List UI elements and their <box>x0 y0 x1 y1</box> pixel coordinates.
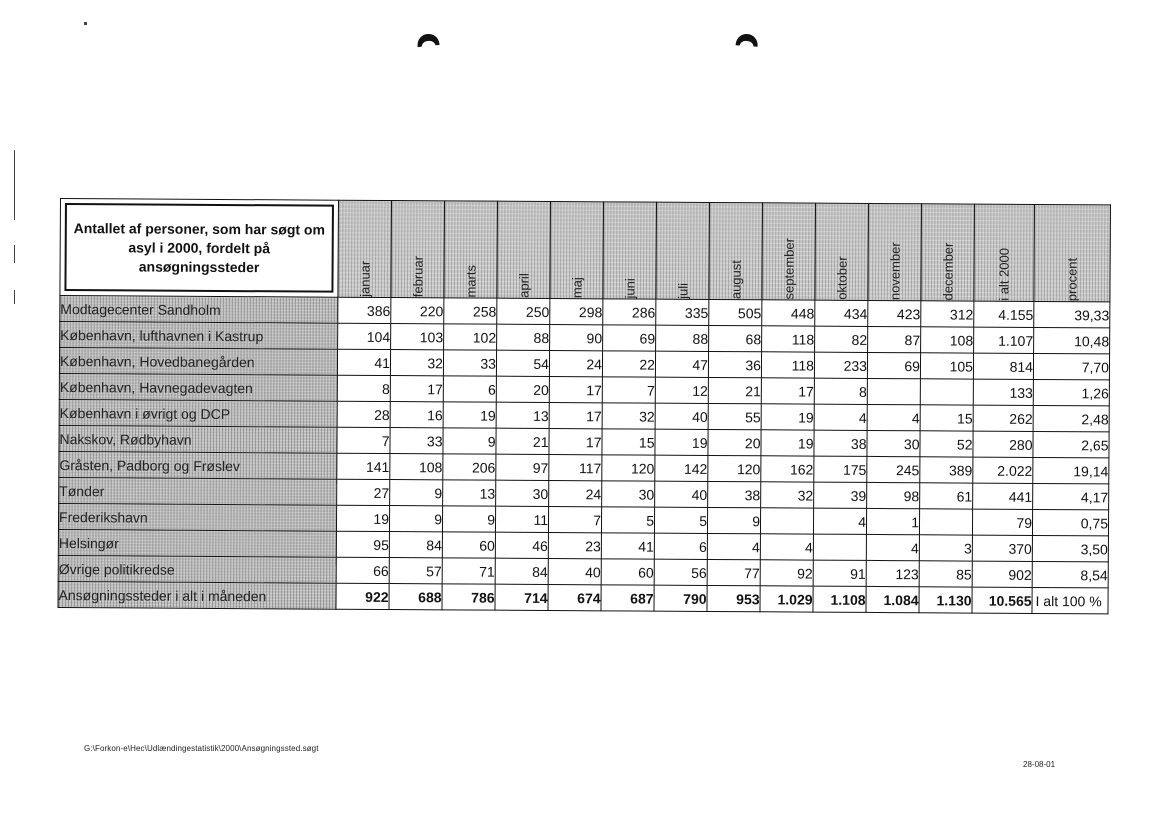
table-cell: 24 <box>549 480 602 506</box>
table-cell: 386 <box>338 297 391 323</box>
table-cell: 20 <box>708 429 761 455</box>
table-cell: 118 <box>761 352 814 378</box>
table-cell: 13 <box>443 480 496 506</box>
column-header <box>391 201 445 298</box>
table-cell: 117 <box>549 454 602 480</box>
table-cell: 298 <box>550 298 603 324</box>
table-cell: 389 <box>920 457 973 483</box>
table-cell: 79 <box>972 509 1032 535</box>
table-cell: 8 <box>814 378 867 404</box>
table-cell: 1.084 <box>866 586 919 612</box>
table-cell: 97 <box>496 454 549 480</box>
table-cell: 687 <box>601 585 654 611</box>
table-cell: 688 <box>389 584 442 610</box>
table-cell: 4 <box>866 534 919 560</box>
table-cell: 60 <box>442 532 495 558</box>
column-header <box>338 200 392 297</box>
print-date: 28-08-01 <box>1023 760 1056 769</box>
table-cell: 105 <box>920 353 973 379</box>
scan-mark <box>14 290 15 304</box>
table-cell: 54 <box>496 350 549 376</box>
table-cell: 17 <box>549 402 602 428</box>
table-cell: 206 <box>443 454 496 480</box>
table-cell: 33 <box>390 428 443 454</box>
column-header-label: juni <box>621 278 638 299</box>
table-cell: 28 <box>337 401 390 427</box>
column-header-label: september <box>780 237 797 300</box>
table-cell: 7 <box>548 506 601 532</box>
table-cell: 4 <box>867 404 920 430</box>
column-header <box>603 202 657 299</box>
table-cell: 13 <box>496 402 549 428</box>
table-cell: 4 <box>813 508 866 534</box>
table-cell: 69 <box>867 352 920 378</box>
table-cell: 103 <box>391 324 444 350</box>
table-cell: 922 <box>336 583 389 609</box>
row-label: Tønder <box>59 477 337 505</box>
column-header <box>921 204 975 301</box>
table-cell: 9 <box>707 507 760 533</box>
table-cell: 39 <box>814 482 867 508</box>
table-cell: 335 <box>656 299 709 325</box>
table-cell <box>919 509 972 535</box>
table-cell: 3 <box>919 535 972 561</box>
column-header <box>1034 204 1111 301</box>
column-header <box>497 201 551 298</box>
table-cell: 40 <box>548 558 601 584</box>
table-cell: 1,26 <box>1033 379 1109 405</box>
table-cell: 434 <box>815 300 868 326</box>
table-cell: 24 <box>549 350 602 376</box>
table-title: Antallet af personer, som har søgt om asyl i 2000, fordelt på ansøgningssteder <box>64 203 334 293</box>
table-cell: 30 <box>867 430 920 456</box>
table-cell: 32 <box>602 403 655 429</box>
table-cell: 423 <box>868 300 921 326</box>
table-cell <box>813 534 866 560</box>
table-cell: 36 <box>708 351 761 377</box>
table-cell: 20 <box>496 376 549 402</box>
table-cell: 1.130 <box>919 587 972 613</box>
table-cell: 674 <box>548 584 601 610</box>
column-header <box>444 201 498 298</box>
column-header <box>762 203 816 300</box>
table-cell: 38 <box>708 481 761 507</box>
table-cell: 7 <box>337 427 390 453</box>
table-cell: 39,33 <box>1034 301 1110 327</box>
table-cell: 1.029 <box>760 586 813 612</box>
row-label: Øvrige politikredse <box>58 555 336 583</box>
column-header-label: februar <box>409 255 426 298</box>
file-path: G:\Forkon-e\Hec\Udlændingestatistik\2000\Ansøgningssted.søgt <box>84 744 319 753</box>
table-cell: 88 <box>497 324 550 350</box>
table-cell: 902 <box>972 561 1032 587</box>
table-cell: 95 <box>336 531 389 557</box>
table-cell: 19 <box>761 404 814 430</box>
table-cell: 88 <box>656 325 709 351</box>
column-header-label: maj <box>568 277 585 299</box>
table-cell: 47 <box>655 351 708 377</box>
table-cell: I alt 100 % <box>1032 587 1108 613</box>
table-cell: 6 <box>654 533 707 559</box>
table-cell: 141 <box>337 453 390 479</box>
column-header-label: november <box>886 242 903 301</box>
column-header <box>709 202 763 299</box>
table-cell: 280 <box>973 431 1033 457</box>
table-cell: 5 <box>654 507 707 533</box>
table-cell: 61 <box>920 483 973 509</box>
table-cell: 220 <box>391 298 444 324</box>
table-cell: 98 <box>867 482 920 508</box>
table-cell: 5 <box>601 507 654 533</box>
table-cell: 56 <box>654 559 707 585</box>
table-cell: 233 <box>814 352 867 378</box>
table-cell: 17 <box>761 378 814 404</box>
row-label: København, Hovedbanegården <box>59 348 337 376</box>
table-cell: 68 <box>709 325 762 351</box>
table-cell: 30 <box>496 480 549 506</box>
table-cell: 32 <box>761 482 814 508</box>
column-header-label: januar <box>356 260 373 297</box>
table-cell: 19 <box>336 505 389 531</box>
table-cell: 69 <box>603 325 656 351</box>
table-cell: 21 <box>708 377 761 403</box>
table-cell: 17 <box>390 376 443 402</box>
table-cell: 19,14 <box>1033 457 1109 483</box>
table-cell: 142 <box>655 455 708 481</box>
table-cell: 82 <box>815 326 868 352</box>
column-header-label: i alt 2000 <box>996 247 1012 301</box>
table-cell: 46 <box>495 532 548 558</box>
table-cell: 12 <box>655 377 708 403</box>
scan-mark <box>14 245 15 263</box>
table-cell: 505 <box>709 299 762 325</box>
asylum-statistics-table <box>57 198 1110 614</box>
table-cell: 91 <box>813 560 866 586</box>
table-cell: 17 <box>549 428 602 454</box>
column-header-label: oktober <box>833 256 850 300</box>
column-header <box>868 203 922 300</box>
total-row <box>58 581 1108 613</box>
table-cell: 4 <box>707 533 760 559</box>
table-cell: 40 <box>655 481 708 507</box>
column-header <box>974 204 1035 301</box>
table-cell: 9 <box>389 506 442 532</box>
table-cell: 84 <box>495 558 548 584</box>
table-cell: 175 <box>814 456 867 482</box>
column-header-label: april <box>515 273 532 298</box>
table-cell: 30 <box>602 481 655 507</box>
table-cell: 104 <box>338 323 391 349</box>
table-cell: 85 <box>919 561 972 587</box>
table-cell: 17 <box>549 376 602 402</box>
column-header-label: marts <box>462 264 479 298</box>
table-cell: 11 <box>495 506 548 532</box>
table-cell: 790 <box>654 585 707 611</box>
punch-hole-right <box>736 33 759 47</box>
table-cell: 33 <box>443 350 496 376</box>
column-header-label: december <box>939 242 956 301</box>
table-cell: 6 <box>443 376 496 402</box>
table-title-cell <box>60 199 339 298</box>
column-header-label: procent <box>1064 257 1080 302</box>
table-body <box>58 199 1110 614</box>
table-cell: 3,50 <box>1032 535 1108 561</box>
table-cell <box>760 508 813 534</box>
row-label: København i øvrigt og DCP <box>59 399 337 427</box>
table-cell: 8 <box>337 375 390 401</box>
table-cell: 133 <box>973 379 1033 405</box>
table-cell: 1 <box>866 508 919 534</box>
table-cell: 38 <box>814 430 867 456</box>
table-cell: 262 <box>973 405 1033 431</box>
table-cell: 84 <box>389 532 442 558</box>
table-cell: 245 <box>867 456 920 482</box>
table-cell: 102 <box>444 324 497 350</box>
table-cell: 9 <box>442 506 495 532</box>
table-cell: 92 <box>760 560 813 586</box>
row-label: Ansøgningssteder i alt i måneden <box>58 581 336 609</box>
column-header-label: juli <box>674 282 690 299</box>
table-cell: 108 <box>390 454 443 480</box>
table-cell <box>920 379 973 405</box>
row-label: København, lufthavnen i Kastrup <box>60 322 338 350</box>
table-cell: 2.022 <box>973 457 1033 483</box>
table-cell: 786 <box>442 584 495 610</box>
table-cell: 23 <box>548 532 601 558</box>
table-cell: 60 <box>601 559 654 585</box>
table-cell: 4 <box>760 534 813 560</box>
row-label: Modtagecenter Sandholm <box>60 296 338 324</box>
table-cell: 15 <box>602 429 655 455</box>
table-cell: 22 <box>602 351 655 377</box>
table-cell: 9 <box>390 480 443 506</box>
table-cell: 162 <box>761 456 814 482</box>
table-cell: 714 <box>495 584 548 610</box>
table-cell: 52 <box>920 431 973 457</box>
header-row <box>60 199 1111 302</box>
table-cell: 312 <box>921 301 974 327</box>
table-cell: 7,70 <box>1033 353 1109 379</box>
table-cell: 448 <box>762 300 815 326</box>
row-label: København, Havnegadevagten <box>59 373 337 401</box>
column-header-label: august <box>727 260 744 300</box>
row-label: Frederikshavn <box>58 503 336 531</box>
table-cell: 2,65 <box>1033 431 1109 457</box>
column-header <box>550 201 604 298</box>
table-cell: 40 <box>655 403 708 429</box>
row-label: Helsingør <box>58 529 336 557</box>
table-cell: 7 <box>602 377 655 403</box>
table-cell: 9 <box>443 428 496 454</box>
table-cell: 19 <box>443 402 496 428</box>
table-cell: 57 <box>389 558 442 584</box>
row-label: Gråsten, Padborg og Frøslev <box>59 451 337 479</box>
table-cell: 370 <box>972 535 1032 561</box>
punch-hole-left <box>416 33 439 47</box>
table-cell: 1.108 <box>813 586 866 612</box>
table-cell: 77 <box>707 559 760 585</box>
table-cell: 118 <box>762 326 815 352</box>
table-cell: 15 <box>920 405 973 431</box>
table-cell: 90 <box>550 324 603 350</box>
table-cell: 87 <box>868 326 921 352</box>
table-cell: 10,48 <box>1034 327 1110 353</box>
table-cell: 27 <box>337 479 390 505</box>
table-cell <box>867 378 920 404</box>
column-header <box>815 203 869 300</box>
column-header <box>656 202 710 299</box>
table-cell: 250 <box>497 298 550 324</box>
table-cell: 120 <box>602 455 655 481</box>
table-cell: 66 <box>336 557 389 583</box>
table-cell: 0,75 <box>1032 509 1108 535</box>
table-cell: 10.565 <box>972 587 1032 613</box>
table-cell: 55 <box>708 403 761 429</box>
table-cell: 2,48 <box>1033 405 1109 431</box>
table-cell: 8,54 <box>1032 561 1108 587</box>
table-cell: 41 <box>601 533 654 559</box>
table-cell: 4.155 <box>974 301 1034 327</box>
table-cell: 21 <box>496 428 549 454</box>
table-cell: 4 <box>814 404 867 430</box>
table-cell: 41 <box>337 349 390 375</box>
scan-mark <box>84 22 87 25</box>
table-cell: 814 <box>973 353 1033 379</box>
table-cell: 123 <box>866 560 919 586</box>
table-cell: 108 <box>921 327 974 353</box>
table-cell: 19 <box>655 429 708 455</box>
table-cell: 953 <box>707 585 760 611</box>
table-cell: 258 <box>444 298 497 324</box>
table-cell: 71 <box>442 558 495 584</box>
table-cell: 1.107 <box>974 327 1034 353</box>
row-label: Nakskov, Rødbyhavn <box>59 425 337 453</box>
scan-mark <box>14 150 15 220</box>
table-cell: 19 <box>761 430 814 456</box>
table-cell: 441 <box>973 483 1033 509</box>
table-cell: 16 <box>390 402 443 428</box>
table-cell: 120 <box>708 455 761 481</box>
table-cell: 286 <box>603 299 656 325</box>
table-cell: 4,17 <box>1033 483 1109 509</box>
table-cell: 32 <box>390 350 443 376</box>
